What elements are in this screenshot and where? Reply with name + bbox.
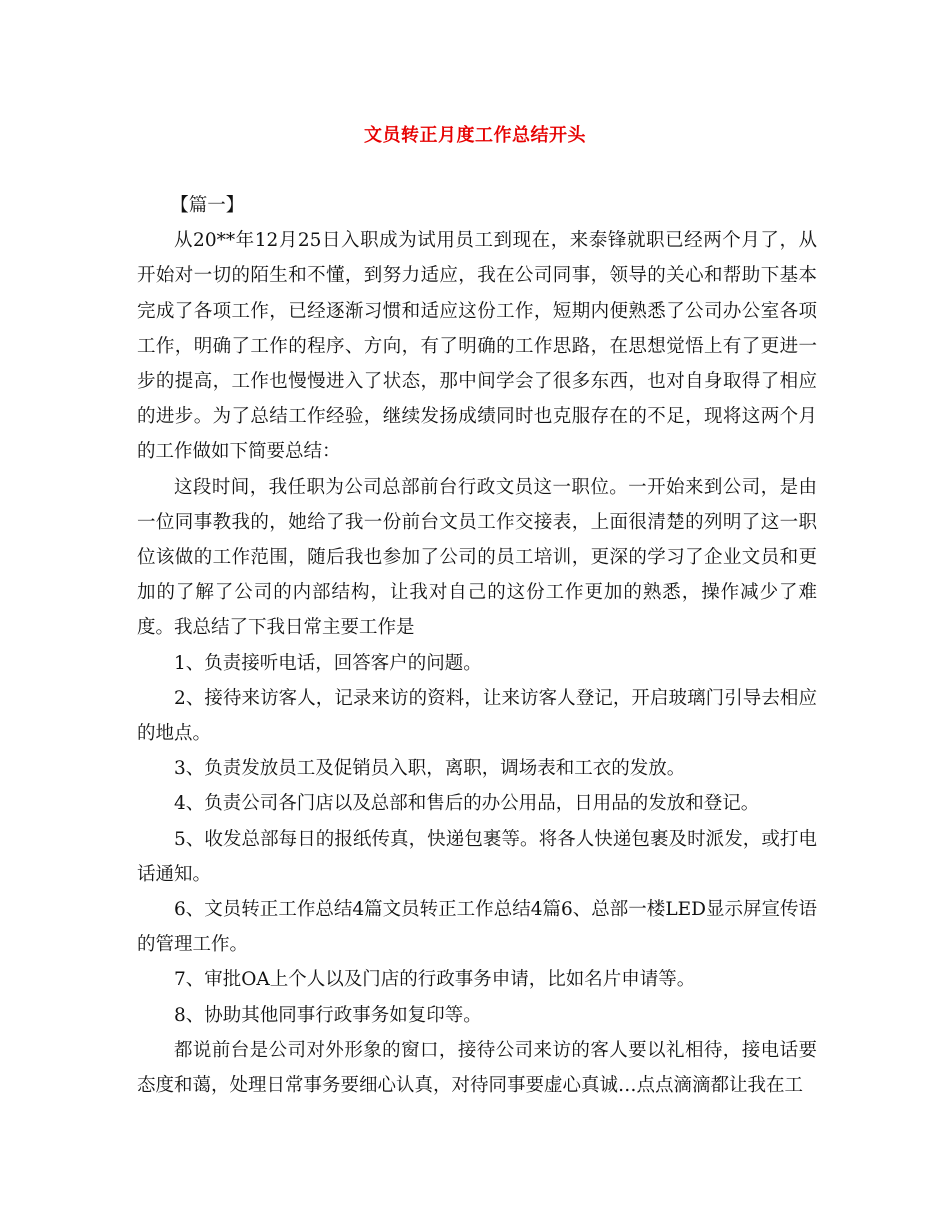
list-item: 6、文员转正工作总结4篇文员转正工作总结4篇6、总部一楼LED显示屏宣传语的管理工作。 bbox=[137, 899, 817, 956]
paragraph: 都说前台是公司对外形象的窗口，接待公司来访的客人要以礼相待，接电话要态度和蔼，处理日常事务要细心认真，对待同事要虚心真诚…点点滴滴都让我在工 bbox=[137, 1039, 817, 1097]
list-item: 7、审批OA上个人以及门店的行政事务申请，比如名片申请等。 bbox=[174, 969, 696, 991]
list-item: 2、接待来访客人，记录来访的资料，让来访客人登记，开启玻璃门引导去相应的地点。 bbox=[137, 687, 817, 745]
paragraph: 从20**年12月25日入职成为试用员工到现在，来泰锋就职已经两个月了，从开始对一切的陌生和不懂，到努力适应，我在公司同事，领导的关心和帮助下基本完成了各项工作，已经逐渐习惯和适应这份工作，短期内便熟悉了公司办公室各项工作，明确了工作的程序、方向，有了明确的工作思路，在思想觉悟上有了更进一步的提高，工作也慢慢进入了状态，那中间学会了很多东西，也对自身取得了相应的进步。为了总结工作经验，继续发扬成绩同时也克服存在的不足，现将这两个月的工作做如下简要总结： bbox=[137, 230, 817, 463]
list-item: 5、收发总部每日的报纸传真，快递包裹等。将各人快递包裹及时派发，或打电话通知。 bbox=[137, 828, 817, 885]
list-item: 1、负责接听电话，回答客户的问题。 bbox=[174, 652, 482, 674]
document-body bbox=[137, 188, 817, 1103]
document-title: 文员转正月度工作总结开头 bbox=[364, 125, 586, 146]
paragraph: 这段时间，我任职为公司总部前台行政文员这一职位。一开始来到公司，是由一位同事教我的，她给了我一份前台文员工作交接表，上面很清楚的列明了这一职位该做的工作范围，随后我也参加了公司的员工培训，更深的学习了企业文员和更加的了解了公司的内部结构，让我对自己的这份工作更加的熟悉，操作减少了难度。我总结了下我日常主要工作是 bbox=[137, 476, 817, 639]
list-item: 4、负责公司各门店以及总部和售后的办公用品，日用品的发放和登记。 bbox=[174, 793, 760, 815]
list-item: 3、负责发放员工及促销员入职，离职，调场表和工衣的发放。 bbox=[174, 758, 686, 780]
list-item: 8、协助其他同事行政事务如复印等。 bbox=[174, 1004, 482, 1026]
section-heading: 【篇一】 bbox=[170, 195, 245, 216]
